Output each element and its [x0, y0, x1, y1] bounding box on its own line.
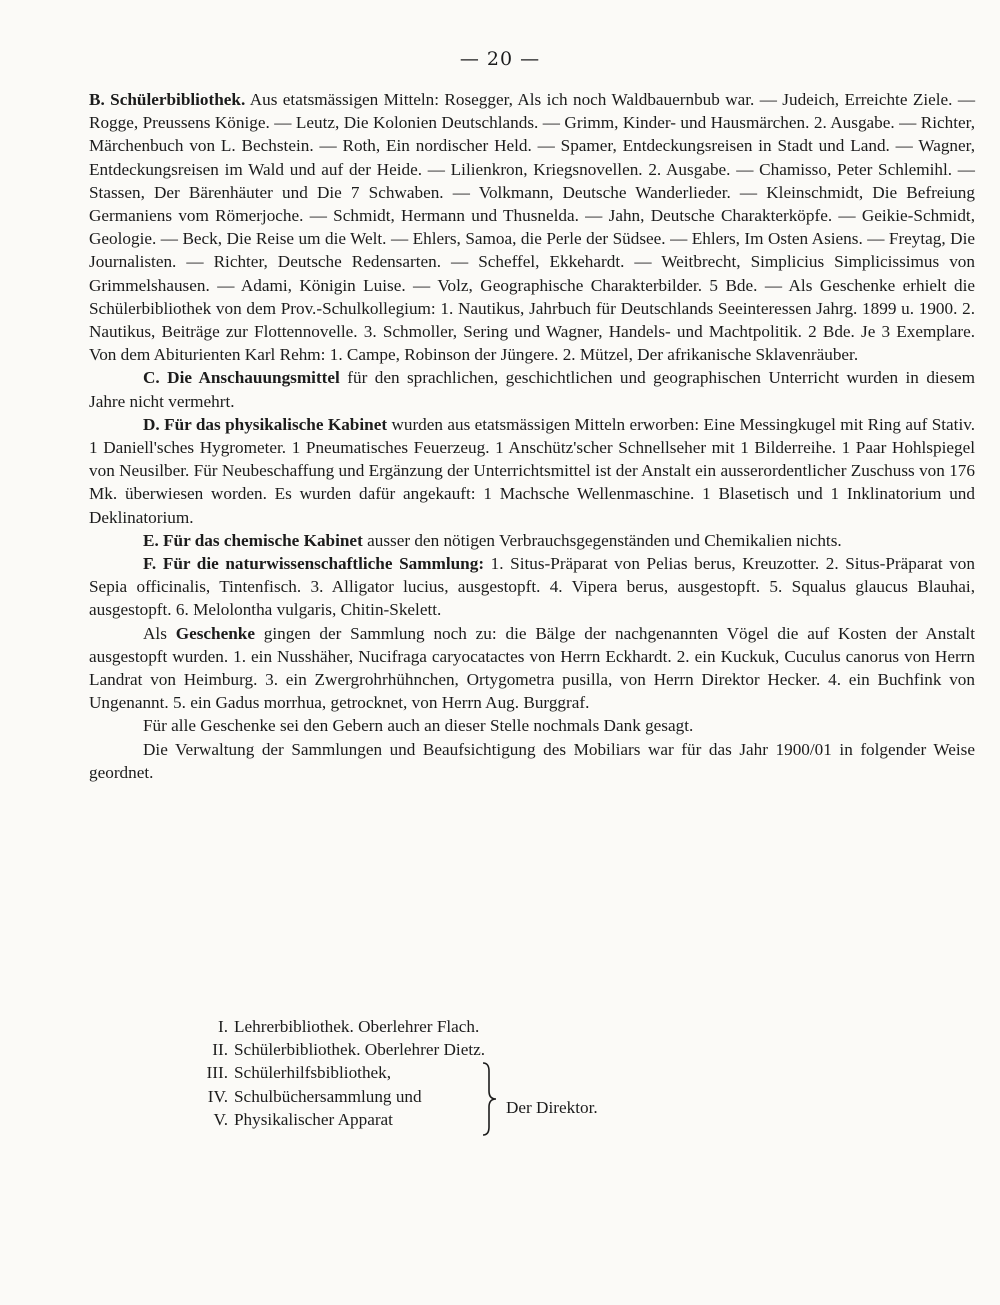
list-item: [190, 1108, 485, 1131]
section-text: für den sprachlichen, geschichtlichen und geographischen Unterricht wurden in diesem Jahre nicht vermehrt.: [89, 368, 976, 411]
administration-paragraph: Die Verwaltung der Sammlungen und Beaufsichtigung des Mobiliars war für das Jahr 1900/01 in folgender Weise geordnet.: [89, 739, 975, 782]
list-item: [190, 1061, 485, 1084]
list-item: [190, 1085, 485, 1108]
section-heading: C. Die Anschauungsmittel: [143, 368, 340, 388]
list-label: Schülerhilfsbibliothek,: [234, 1063, 392, 1083]
section-heading: B. Schülerbibliothek.: [89, 90, 246, 109]
gifts-paragraph: [89, 622, 975, 715]
administration-list: [190, 1015, 598, 1131]
section-b: [89, 88, 975, 366]
section-e: [89, 529, 975, 552]
list-label: Physikalischer Apparat: [234, 1109, 393, 1129]
section-text: 1. Situs-Präparat von Pelias berus, Kreuzotter. 2. Situs-Präparat von Sepia officinalis, Tintenfisch. 3. Alligator lucius, ausgestopft. 4. Vipera berus, ausgestopft. 5. Squalus glaucus Blauhai, ausgestopft. 6. Melolontha vulgaris, Chitin-Skelett.: [89, 554, 975, 620]
roman-numeral: II.: [212, 1040, 228, 1060]
list-item: [190, 1015, 485, 1038]
section-d: [89, 413, 975, 529]
roman-numeral: I.: [217, 1017, 228, 1036]
page-number: — 20 —: [459, 48, 541, 70]
gifts-heading: Geschenke: [175, 623, 255, 643]
section-heading: F. Für die naturwissenschaftliche Sammlung:: [143, 554, 485, 574]
gifts-pre: Als: [143, 623, 176, 643]
report-body: [89, 88, 975, 784]
gifts-text: gingen der Sammlung noch zu: die Bälge der nachgenannten Vögel die auf Kosten der Anstalt ausgestopft wurden. 1. ein Nusshäher, Nucifraga caryocatactes von Herrn Eckhardt. 2. ein Kuckuk, Cuculus canorus von Herrn Landrat von Heimburg. 3. ein Zwergrohrhühnchen, Ortygometra pusilla, von Herrn Direktor Hecker. 4. ein Buchfink von Ungenannt. 5. ein Gadus morrhua, getrocknet, von Herrn Aug. Burggraf.: [89, 623, 975, 713]
roman-numeral: V.: [213, 1109, 228, 1129]
roman-numeral: IV.: [207, 1086, 228, 1106]
roman-numeral: III.: [206, 1063, 228, 1083]
section-heading: E. Für das chemische Kabinet: [143, 530, 363, 550]
curly-brace-icon: [480, 1061, 500, 1137]
section-text: ausser den nötigen Verbrauchsgegenständen und Chemikalien nichts.: [362, 530, 842, 550]
list-label: Lehrerbibliothek. Oberlehrer Flach.: [234, 1017, 480, 1036]
list-item: [190, 1038, 485, 1061]
director-label: Der Direktor.: [506, 1098, 598, 1117]
section-c: [89, 366, 975, 412]
section-heading: D. Für das physikalische Kabinet: [143, 414, 388, 434]
list-label: Schulbüchersammlung und: [234, 1086, 422, 1106]
section-text: wurden aus etatsmässigen Mitteln erworben: Eine Messingkugel mit Ring auf Stativ. 1 Daniell'sches Hygrometer. 1 Pneumatisches Feuerzeug. 1 Anschütz'scher Schnellseher mit 1 Bilderreihe. 1 Paar Hohlspiegel von Neusilber. Für Neubeschaffung und Ergänzung der Unterrichtsmittel ist der Anstalt ein ausserordentlicher Zuschuss von 176 Mk. überwiesen worden. Es wurden dafür angekauft: 1 Machsche Wellenmaschine. 1 Blasetisch und 1 Inklinatorium und Deklinatorium.: [89, 414, 975, 527]
section-text: Aus etatsmässigen Mitteln: Rosegger, Als ich noch Waldbauernbub war. — Judeich, Erreichte Ziele. — Rogge, Preussens Könige. — Leutz, Die Kolonien Deutschlands. — Grimm, Kinder- und Hausmärchen. 2. Ausgabe. — Richter, Märchenbuch von L. Bechstein. — Roth, Ein nordischer Held. — Spamer, Entdeckungsreisen in Stadt und Land. — Wagner, Entdeckungsreisen im Wald und auf der Heide. — Lilienkron, Kriegsnovellen. 2. Ausgabe. — Chamisso, Peter Schlemihl. — Stassen, Der Bärenhäuter und Die 7 Schwaben. — Volkmann, Deutsche Wanderlieder. — Kleinschmidt, Die Befreiung Germaniens vom Römerjoche. — Schmidt, Hermann und Thusnelda. — Jahn, Deutsche Charakterköpfe. — Geikie-Schmidt, Geologie. — Beck, Die Reise um die Welt. — Ehlers, Samoa, die Perle der Südsee. — Ehlers, Im Osten Asiens. — Freytag, Die Journalisten. — Richter, Deutsche Redensarten. — Scheffel, Ekkehardt. — Weitbrecht, Simplicius Simplicissimus von Grimmelshausen. — Adami, Königin Luise. — Volz, Geographische Charakterbilder. 5 Bde. — Als Geschenke erhielt die Schülerbibliothek von dem Prov.-Schulkollegium: 1. Nautikus, Jahrbuch für Deutschlands Seeinteressen Jahrg. 1899 u. 1900. 2. Nautikus, Beiträge zur Flottennovelle. 3. Schmoller, Sering und Wagner, Handels- und Machtpolitik. 2 Bde. Je 3 Exemplare. Von dem Abiturienten Karl Rehm: 1. Campe, Robinson der Jüngere. 2. Mützel, Der afrikanische Sklavenräuber.: [89, 90, 976, 365]
section-f: [89, 552, 975, 622]
thanks-paragraph: Für alle Geschenke sei den Gebern auch an dieser Stelle nochmals Dank gesagt.: [143, 716, 694, 736]
list-label: Schülerbibliothek. Oberlehrer Dietz.: [234, 1040, 486, 1060]
